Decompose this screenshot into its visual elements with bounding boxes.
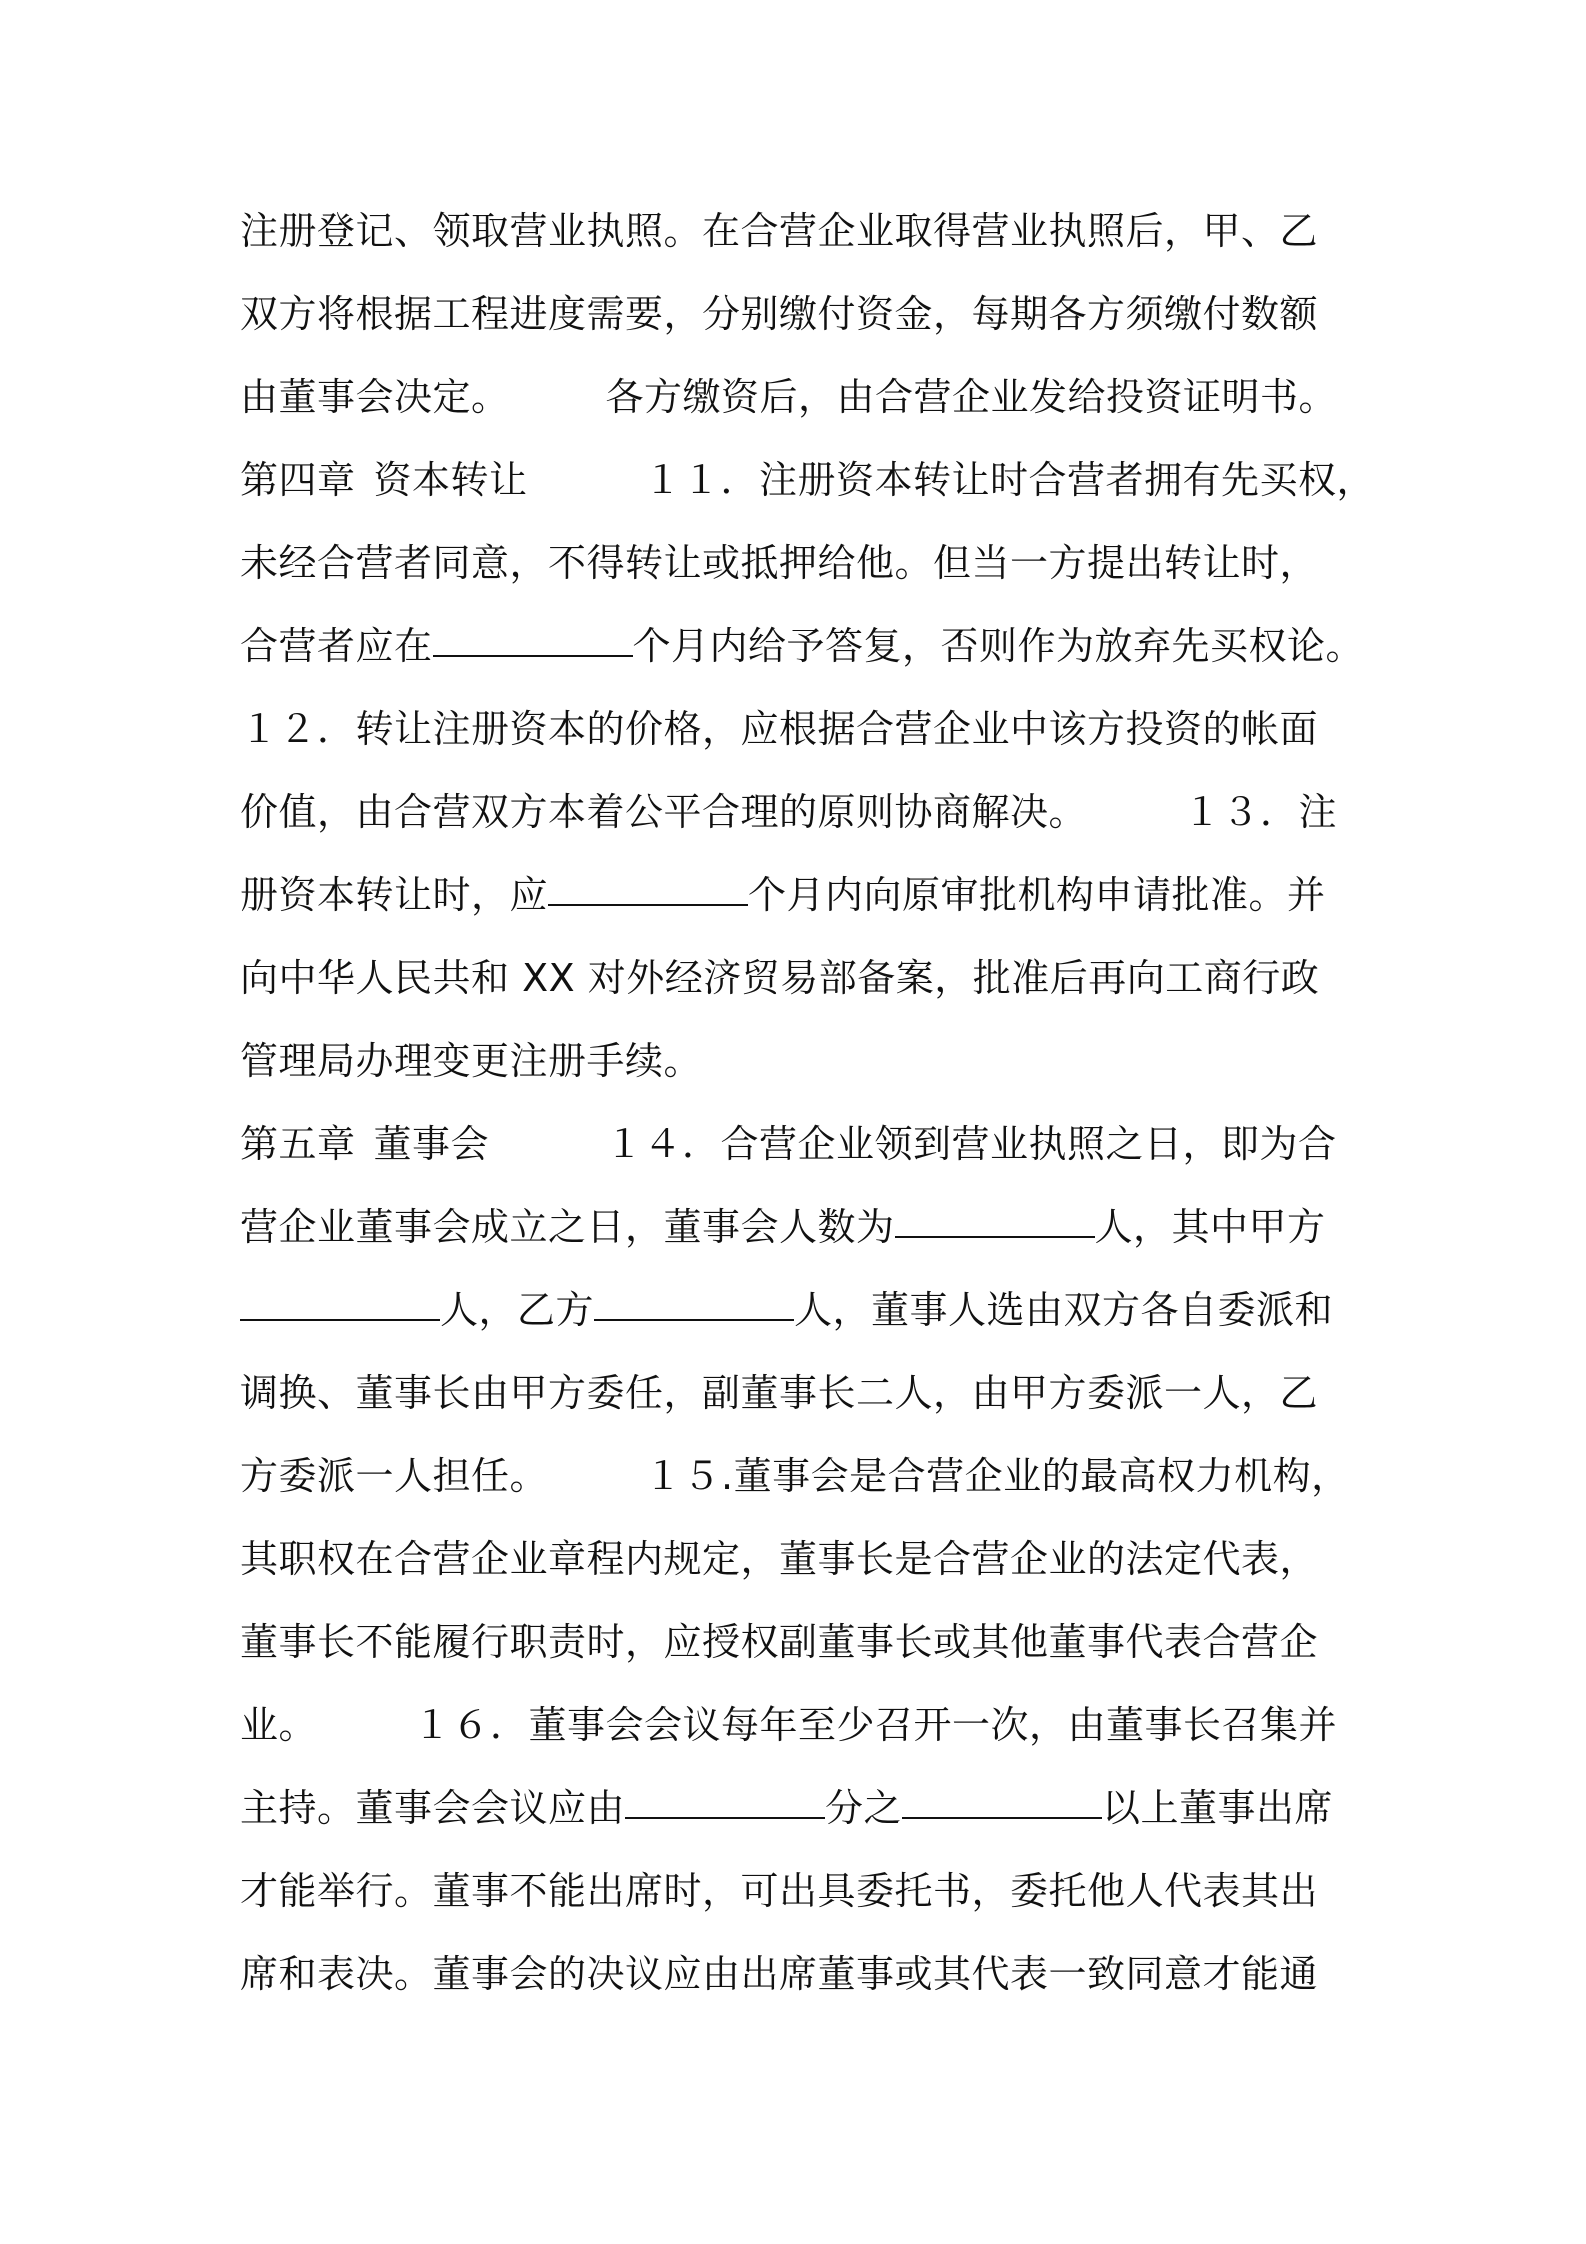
text-segment: 人，乙方 xyxy=(440,1288,595,1332)
fill-in-blank xyxy=(902,1817,1102,1819)
text-segment: 双方将根据工程进度需要，分别缴付资金，每期各方须缴付数额 xyxy=(240,292,1319,336)
text-line xyxy=(240,605,1380,688)
text-line xyxy=(240,1186,1380,1269)
text-line xyxy=(240,1518,1380,1601)
text-line xyxy=(240,1601,1380,1684)
contract-body-text xyxy=(240,190,1380,2016)
text-line xyxy=(240,1269,1380,1352)
chapter-heading-line xyxy=(240,1103,1380,1186)
chapter-title: 董事会 xyxy=(373,1122,490,1166)
text-segment: 人，董事人选由双方各自委派和 xyxy=(794,1288,1334,1332)
text-segment: 各方缴资后，由合营企业发给投资证明书。 xyxy=(605,375,1338,419)
text-line xyxy=(240,356,1380,439)
fill-in-blank xyxy=(625,1817,825,1819)
chapter-title: 资本转让 xyxy=(373,458,528,502)
text-line xyxy=(240,522,1380,605)
text-segment: 才能举行。董事不能出席时，可出具委托书，委托他人代表其出 xyxy=(240,1869,1319,1913)
text-line xyxy=(240,937,1380,1020)
text-segment: 调换、董事长由甲方委任，副董事长二人，由甲方委派一人，乙 xyxy=(240,1371,1319,1415)
text-segment: 主持。董事会会议应由 xyxy=(240,1786,626,1830)
chapter-heading-line xyxy=(240,439,1380,522)
text-segment: 向中华人民共和 XX 对外经济贸易部备案，批准后再向工商行政 xyxy=(240,956,1320,1000)
text-segment: 以上董事出席 xyxy=(1102,1786,1334,1830)
text-segment: 个月内向原审批机构申请批准。并 xyxy=(748,873,1326,917)
text-line xyxy=(240,273,1380,356)
text-line xyxy=(240,1684,1380,1767)
text-segment: 注册登记、领取营业执照。在合营企业取得营业执照后，甲、乙 xyxy=(240,209,1319,253)
text-segment: １１．注册资本转让时合营者拥有先买权， xyxy=(643,458,1376,502)
text-line xyxy=(240,190,1380,273)
text-line xyxy=(240,1352,1380,1435)
text-segment: １６．董事会会议每年至少召开一次，由董事长召集并 xyxy=(413,1703,1338,1747)
text-segment: 价值，由合营双方本着公平合理的原则协商解决。 xyxy=(240,790,1088,834)
text-segment: 其职权在合营企业章程内规定，董事长是合营企业的法定代表， xyxy=(240,1537,1319,1581)
text-segment: 董事长不能履行职责时，应授权副董事长或其他董事代表合营企 xyxy=(240,1620,1319,1664)
text-segment: １５.董事会是合营企业的最高权力机构， xyxy=(644,1454,1350,1498)
text-segment: 合营者应在 xyxy=(240,624,433,668)
text-segment: １３．注 xyxy=(1183,790,1338,834)
text-segment: １２．转让注册资本的价格，应根据合营企业中该方投资的帐面 xyxy=(240,707,1319,751)
fill-in-blank xyxy=(548,904,748,906)
text-line xyxy=(240,854,1380,937)
fill-in-blank xyxy=(240,1319,440,1321)
text-segment: 未经合营者同意，不得转让或抵押给他。但当一方提出转让时， xyxy=(240,541,1319,585)
text-line xyxy=(240,771,1380,854)
text-line xyxy=(240,1933,1380,2016)
text-line xyxy=(240,1850,1380,1933)
text-segment: 业。 xyxy=(240,1703,318,1747)
fill-in-blank xyxy=(895,1236,1095,1238)
text-segment: 方委派一人担任。 xyxy=(240,1454,549,1498)
text-line xyxy=(240,1435,1380,1518)
text-segment: 由董事会决定。 xyxy=(240,375,510,419)
text-segment: １４．合营企业领到营业执照之日，即为合 xyxy=(605,1122,1337,1166)
text-segment: 管理局办理变更注册手续。 xyxy=(240,1039,703,1083)
text-segment: 册资本转让时，应 xyxy=(240,873,549,917)
text-segment: 营企业董事会成立之日，董事会人数为 xyxy=(240,1205,895,1249)
text-segment: 席和表决。董事会的决议应由出席董事或其代表一致同意才能通 xyxy=(240,1952,1319,1996)
fill-in-blank xyxy=(594,1319,794,1321)
chapter-number: 第五章 xyxy=(240,1122,356,1166)
text-line xyxy=(240,1020,1380,1103)
fill-in-blank xyxy=(433,655,633,657)
text-segment: 人，其中甲方 xyxy=(1094,1205,1326,1249)
text-line xyxy=(240,1767,1380,1850)
chapter-number: 第四章 xyxy=(240,458,356,502)
text-segment: 分之 xyxy=(825,1786,903,1830)
text-line xyxy=(240,688,1380,771)
text-segment: 个月内给予答复，否则作为放弃先买权论。 xyxy=(632,624,1365,668)
